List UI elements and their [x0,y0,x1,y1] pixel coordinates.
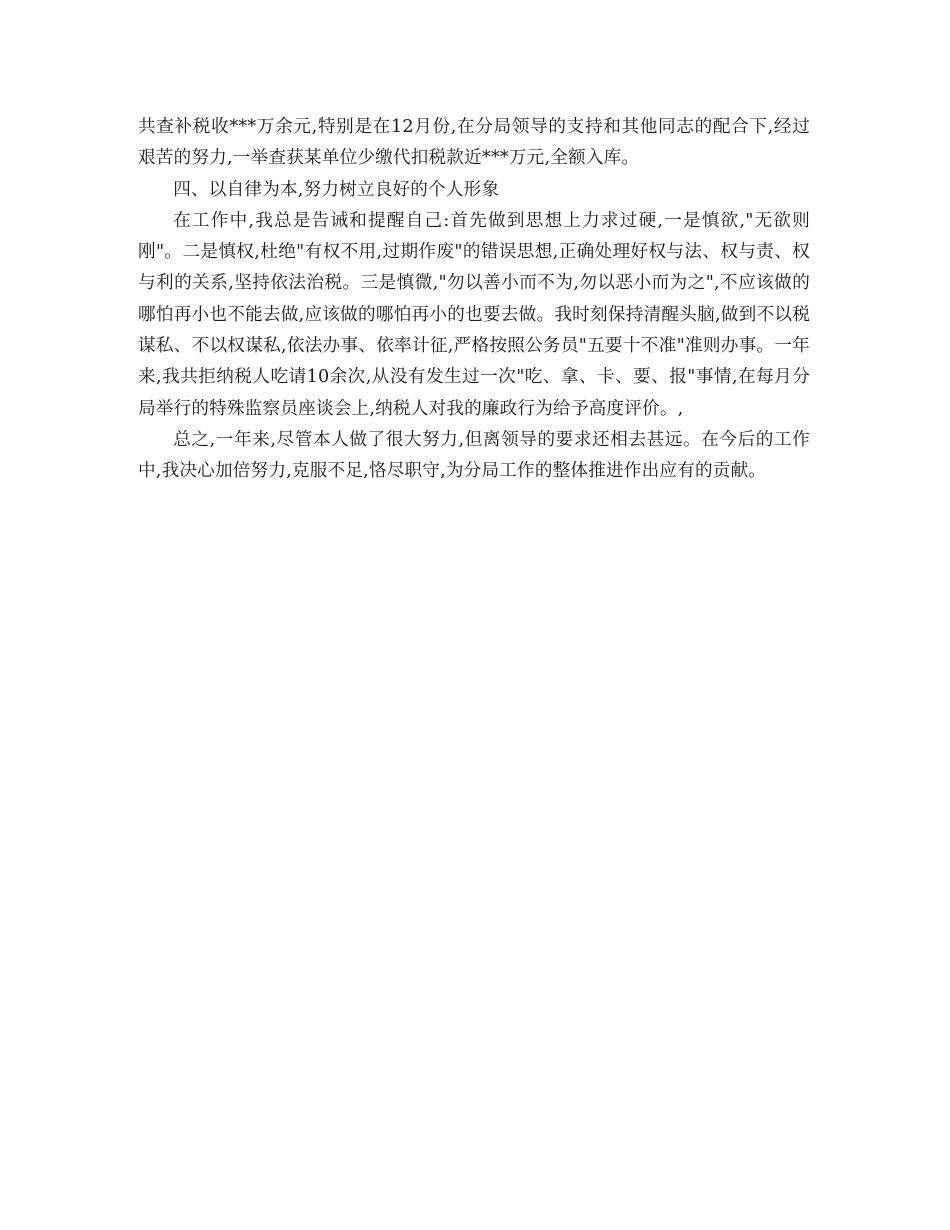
document-body [138,112,810,488]
paragraph-integrity: 在工作中,我总是告诫和提醒自己:首先做到思想上力求过硬,一是慎欲,"无欲则刚"。二是慎权,杜绝"有权不用,过期作废"的错误思想,正确处理好权与法、权与责、权与利的关系,坚持依法治税。三是慎微,"勿以善小而不为,勿以恶小而为之",不应该做的哪怕再小也不能去做,应该做的哪怕再小的也要去做。我时刻保持清醒头脑,做到不以税谋私、不以权谋私,依法办事、依率计征,严格按照公务员"五要十不准"准则办事。一年来,我共拒纳税人吃请10余次,从没有发生过一次"吃、拿、卡、要、报"事情,在每月分局举行的特殊监察员座谈会上,纳税人对我的廉政行为给予高度评价。, [138,210,810,419]
paragraph-conclusion: 总之,一年来,尽管本人做了很大努力,但离领导的要求还相去甚远。在今后的工作中,我决心加倍努力,克服不足,恪尽职守,为分局工作的整体推进作出应有的贡献。 [138,429,810,482]
section-heading-self-discipline: 四、以自律为本,努力树立良好的个人形象 [173,179,500,200]
paragraph-tax-results: 共查补税收***万余元,特别是在12月份,在分局领导的支持和其他同志的配合下,经过艰苦的努力,一举查获某单位少缴代扣税款近***万元,全额入库。 [138,117,810,169]
